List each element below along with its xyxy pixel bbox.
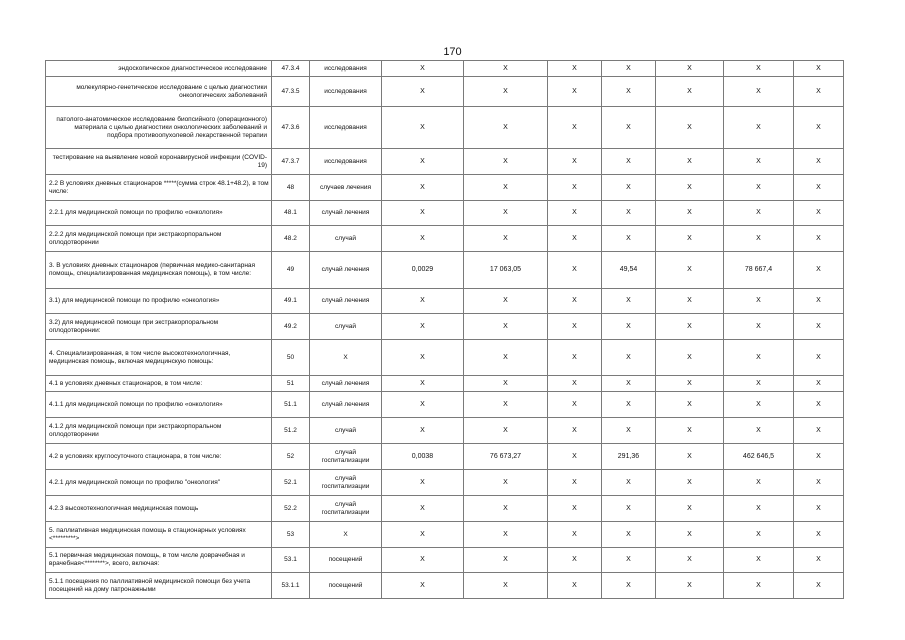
row-value-3: X — [548, 548, 602, 573]
row-value-5: X — [656, 376, 724, 392]
row-value-3: X — [548, 340, 602, 376]
row-name: 2.2 В условиях дневных стационаров *****(сумма строк 48.1+48.2), в том числе: — [46, 175, 272, 201]
row-value-7: X — [794, 77, 844, 107]
row-code: 53.1 — [272, 548, 310, 573]
row-value-4: X — [602, 289, 656, 314]
row-value-4: 291,36 — [602, 444, 656, 470]
table-row — [46, 496, 844, 522]
row-value-1: X — [382, 522, 464, 548]
row-value-6: X — [724, 340, 794, 376]
row-code: 48 — [272, 175, 310, 201]
row-value-2: X — [464, 201, 548, 226]
row-unit: случай госпитализации — [310, 496, 382, 522]
table-row — [46, 522, 844, 548]
row-name: 4.2.1 для медицинской помощи по профилю "онкология" — [46, 470, 272, 496]
row-value-5: X — [656, 573, 724, 599]
row-value-2: X — [464, 548, 548, 573]
row-value-4: X — [602, 376, 656, 392]
row-name: эндоскопическое диагностическое исследование — [46, 61, 272, 77]
row-value-7: X — [794, 314, 844, 340]
row-value-4: X — [602, 573, 656, 599]
row-unit: исследования — [310, 107, 382, 149]
row-code: 47.3.6 — [272, 107, 310, 149]
row-value-3: X — [548, 226, 602, 252]
row-name: 3.2) для медицинской помощи при экстракорпоральном оплодотворении: — [46, 314, 272, 340]
row-value-5: X — [656, 418, 724, 444]
row-unit: X — [310, 522, 382, 548]
row-value-6: X — [724, 289, 794, 314]
row-value-1: X — [382, 61, 464, 77]
row-value-4: X — [602, 418, 656, 444]
row-value-3: X — [548, 470, 602, 496]
row-value-3: X — [548, 175, 602, 201]
row-unit: посещений — [310, 548, 382, 573]
row-value-2: X — [464, 522, 548, 548]
row-value-3: X — [548, 392, 602, 418]
row-value-6: X — [724, 573, 794, 599]
row-name: 5.1 первичная медицинская помощь, в том числе доврачебная и врачебная<********>, всего, включая: — [46, 548, 272, 573]
row-value-5: X — [656, 392, 724, 418]
row-name: 5. паллиативная медицинская помощь в стационарных условиях <*********> — [46, 522, 272, 548]
row-value-3: X — [548, 289, 602, 314]
row-value-7: X — [794, 392, 844, 418]
row-value-5: X — [656, 470, 724, 496]
row-code: 49.1 — [272, 289, 310, 314]
row-value-6: X — [724, 548, 794, 573]
table-row — [46, 548, 844, 573]
table-row — [46, 77, 844, 107]
row-code: 52 — [272, 444, 310, 470]
row-value-2: X — [464, 340, 548, 376]
row-code: 52.1 — [272, 470, 310, 496]
row-value-7: X — [794, 289, 844, 314]
row-value-4: X — [602, 548, 656, 573]
row-value-2: X — [464, 496, 548, 522]
row-unit: случай госпитализации — [310, 470, 382, 496]
row-code: 51.1 — [272, 392, 310, 418]
row-value-7: X — [794, 61, 844, 77]
row-code: 51 — [272, 376, 310, 392]
row-name: тестирование на выявление новой коронавирусной инфекции (COVID-19) — [46, 149, 272, 175]
table-row — [46, 418, 844, 444]
row-value-3: X — [548, 418, 602, 444]
row-value-4: 49,54 — [602, 252, 656, 289]
row-code: 48.2 — [272, 226, 310, 252]
row-value-3: X — [548, 522, 602, 548]
row-value-1: 0,0038 — [382, 444, 464, 470]
row-value-3: X — [548, 376, 602, 392]
row-value-3: X — [548, 252, 602, 289]
row-value-1: X — [382, 314, 464, 340]
row-value-2: X — [464, 226, 548, 252]
row-unit: посещений — [310, 573, 382, 599]
row-value-7: X — [794, 444, 844, 470]
row-value-7: X — [794, 573, 844, 599]
row-unit: случай лечения — [310, 252, 382, 289]
row-value-7: X — [794, 418, 844, 444]
row-name: 3.1) для медицинской помощи по профилю «онкология» — [46, 289, 272, 314]
table-row — [46, 314, 844, 340]
row-unit: случай — [310, 418, 382, 444]
row-value-7: X — [794, 376, 844, 392]
row-value-3: X — [548, 573, 602, 599]
row-unit: случай — [310, 314, 382, 340]
row-value-6: X — [724, 392, 794, 418]
row-code: 47.3.4 — [272, 61, 310, 77]
row-value-5: X — [656, 444, 724, 470]
table-row — [46, 149, 844, 175]
row-value-3: X — [548, 77, 602, 107]
row-value-2: X — [464, 573, 548, 599]
row-value-2: X — [464, 175, 548, 201]
row-name: 3. В условиях дневных стационаров (первичная медико-санитарная помощь, специализированная медицинская помощь), в том числе: — [46, 252, 272, 289]
row-value-5: X — [656, 175, 724, 201]
row-value-6: X — [724, 107, 794, 149]
row-value-7: X — [794, 201, 844, 226]
row-name: 4.1.1 для медицинской помощи по профилю «онкология» — [46, 392, 272, 418]
table-row — [46, 573, 844, 599]
row-value-3: X — [548, 107, 602, 149]
row-value-1: X — [382, 289, 464, 314]
row-value-1: X — [382, 201, 464, 226]
row-value-7: X — [794, 175, 844, 201]
table-row — [46, 107, 844, 149]
row-value-4: X — [602, 107, 656, 149]
row-code: 51.2 — [272, 418, 310, 444]
row-value-2: X — [464, 418, 548, 444]
row-value-7: X — [794, 226, 844, 252]
row-code: 48.1 — [272, 201, 310, 226]
row-value-6: X — [724, 496, 794, 522]
row-value-6: 78 667,4 — [724, 252, 794, 289]
row-value-3: X — [548, 61, 602, 77]
row-value-4: X — [602, 392, 656, 418]
row-value-6: X — [724, 522, 794, 548]
row-name: 4.1 в условиях дневных стационаров, в том числе: — [46, 376, 272, 392]
row-value-1: X — [382, 548, 464, 573]
row-code: 49 — [272, 252, 310, 289]
row-name: 4.2.3 высокотехнологичная медицинская помощь — [46, 496, 272, 522]
page-number: 170 — [443, 46, 462, 58]
row-value-4: X — [602, 149, 656, 175]
row-value-6: X — [724, 376, 794, 392]
row-value-5: X — [656, 107, 724, 149]
row-code: 47.3.5 — [272, 77, 310, 107]
row-value-1: X — [382, 175, 464, 201]
row-value-5: X — [656, 201, 724, 226]
row-unit: случай — [310, 226, 382, 252]
table-row — [46, 376, 844, 392]
row-value-5: X — [656, 496, 724, 522]
row-value-1: X — [382, 376, 464, 392]
row-name: 4.1.2 для медицинской помощи при экстракорпоральном оплодотворении — [46, 418, 272, 444]
row-value-5: X — [656, 314, 724, 340]
row-value-3: X — [548, 314, 602, 340]
row-unit: случай лечения — [310, 376, 382, 392]
row-value-4: X — [602, 314, 656, 340]
row-unit: случаев лечения — [310, 175, 382, 201]
row-value-7: X — [794, 252, 844, 289]
row-name: 2.2.1 для медицинской помощи по профилю «онкология» — [46, 201, 272, 226]
row-value-5: X — [656, 226, 724, 252]
row-value-1: X — [382, 107, 464, 149]
table-row — [46, 61, 844, 77]
row-value-7: X — [794, 548, 844, 573]
row-value-5: X — [656, 149, 724, 175]
row-value-5: X — [656, 522, 724, 548]
row-value-1: X — [382, 226, 464, 252]
row-value-5: X — [656, 252, 724, 289]
row-value-6: X — [724, 149, 794, 175]
row-value-2: X — [464, 376, 548, 392]
table-row — [46, 226, 844, 252]
row-value-6: X — [724, 470, 794, 496]
row-name: 4. Специализированная, в том числе высокотехнологичная, медицинская помощь, включая медицинскую помощь: — [46, 340, 272, 376]
row-value-2: X — [464, 149, 548, 175]
row-name: 4.2 в условиях круглосуточного стационара, в том числе: — [46, 444, 272, 470]
row-value-3: X — [548, 201, 602, 226]
table-row — [46, 340, 844, 376]
data-table — [45, 60, 844, 599]
row-value-2: X — [464, 392, 548, 418]
row-value-1: X — [382, 392, 464, 418]
row-value-7: X — [794, 496, 844, 522]
row-value-6: X — [724, 418, 794, 444]
row-value-2: X — [464, 61, 548, 77]
row-unit: X — [310, 340, 382, 376]
row-value-4: X — [602, 496, 656, 522]
row-unit: случай лечения — [310, 392, 382, 418]
row-value-1: X — [382, 470, 464, 496]
row-name: 2.2.2 для медицинской помощи при экстракорпоральном оплодотворении — [46, 226, 272, 252]
row-value-6: X — [724, 61, 794, 77]
row-value-1: X — [382, 418, 464, 444]
row-unit: исследования — [310, 149, 382, 175]
table-row — [46, 175, 844, 201]
row-value-5: X — [656, 340, 724, 376]
row-code: 47.3.7 — [272, 149, 310, 175]
row-value-7: X — [794, 522, 844, 548]
row-value-1: X — [382, 77, 464, 107]
row-value-7: X — [794, 470, 844, 496]
row-value-6: 462 646,5 — [724, 444, 794, 470]
row-code: 53 — [272, 522, 310, 548]
row-value-5: X — [656, 548, 724, 573]
row-value-6: X — [724, 77, 794, 107]
table-row — [46, 392, 844, 418]
row-value-4: X — [602, 226, 656, 252]
row-value-6: X — [724, 314, 794, 340]
row-name: 5.1.1 посещения по паллиативной медицинской помощи без учета посещений на дому патронажными — [46, 573, 272, 599]
row-value-1: X — [382, 496, 464, 522]
row-value-3: X — [548, 149, 602, 175]
row-code: 53.1.1 — [272, 573, 310, 599]
row-value-4: X — [602, 340, 656, 376]
row-value-2: X — [464, 107, 548, 149]
row-value-6: X — [724, 175, 794, 201]
row-value-1: 0,0029 — [382, 252, 464, 289]
row-value-4: X — [602, 470, 656, 496]
row-code: 52.2 — [272, 496, 310, 522]
row-name: молекулярно-генетическое исследование с целью диагностики онкологических заболеваний — [46, 77, 272, 107]
table-row — [46, 252, 844, 289]
row-unit: случай лечения — [310, 289, 382, 314]
row-value-7: X — [794, 107, 844, 149]
row-name: патолого-анатомическое исследование биопсийного (операционного) материала с целью диагностики онкологических заболеваний и подбора противоопухолевой лекарственной терапии — [46, 107, 272, 149]
row-value-2: X — [464, 470, 548, 496]
table-row — [46, 289, 844, 314]
row-value-2: X — [464, 314, 548, 340]
row-value-4: X — [602, 201, 656, 226]
row-value-3: X — [548, 444, 602, 470]
table-row — [46, 470, 844, 496]
row-value-5: X — [656, 77, 724, 107]
table-row — [46, 444, 844, 470]
table-row — [46, 201, 844, 226]
row-value-2: 17 063,05 — [464, 252, 548, 289]
row-code: 50 — [272, 340, 310, 376]
row-value-5: X — [656, 61, 724, 77]
row-unit: случай лечения — [310, 201, 382, 226]
row-value-2: 76 673,27 — [464, 444, 548, 470]
row-unit: исследования — [310, 77, 382, 107]
row-value-1: X — [382, 573, 464, 599]
row-unit: случай госпитализации — [310, 444, 382, 470]
row-value-6: X — [724, 226, 794, 252]
row-value-2: X — [464, 289, 548, 314]
row-value-7: X — [794, 149, 844, 175]
row-value-5: X — [656, 289, 724, 314]
row-unit: исследования — [310, 61, 382, 77]
row-value-4: X — [602, 77, 656, 107]
row-value-2: X — [464, 77, 548, 107]
row-value-4: X — [602, 61, 656, 77]
row-value-7: X — [794, 340, 844, 376]
row-value-4: X — [602, 522, 656, 548]
row-value-1: X — [382, 340, 464, 376]
row-value-6: X — [724, 201, 794, 226]
row-value-4: X — [602, 175, 656, 201]
row-value-1: X — [382, 149, 464, 175]
row-value-3: X — [548, 496, 602, 522]
row-code: 49.2 — [272, 314, 310, 340]
